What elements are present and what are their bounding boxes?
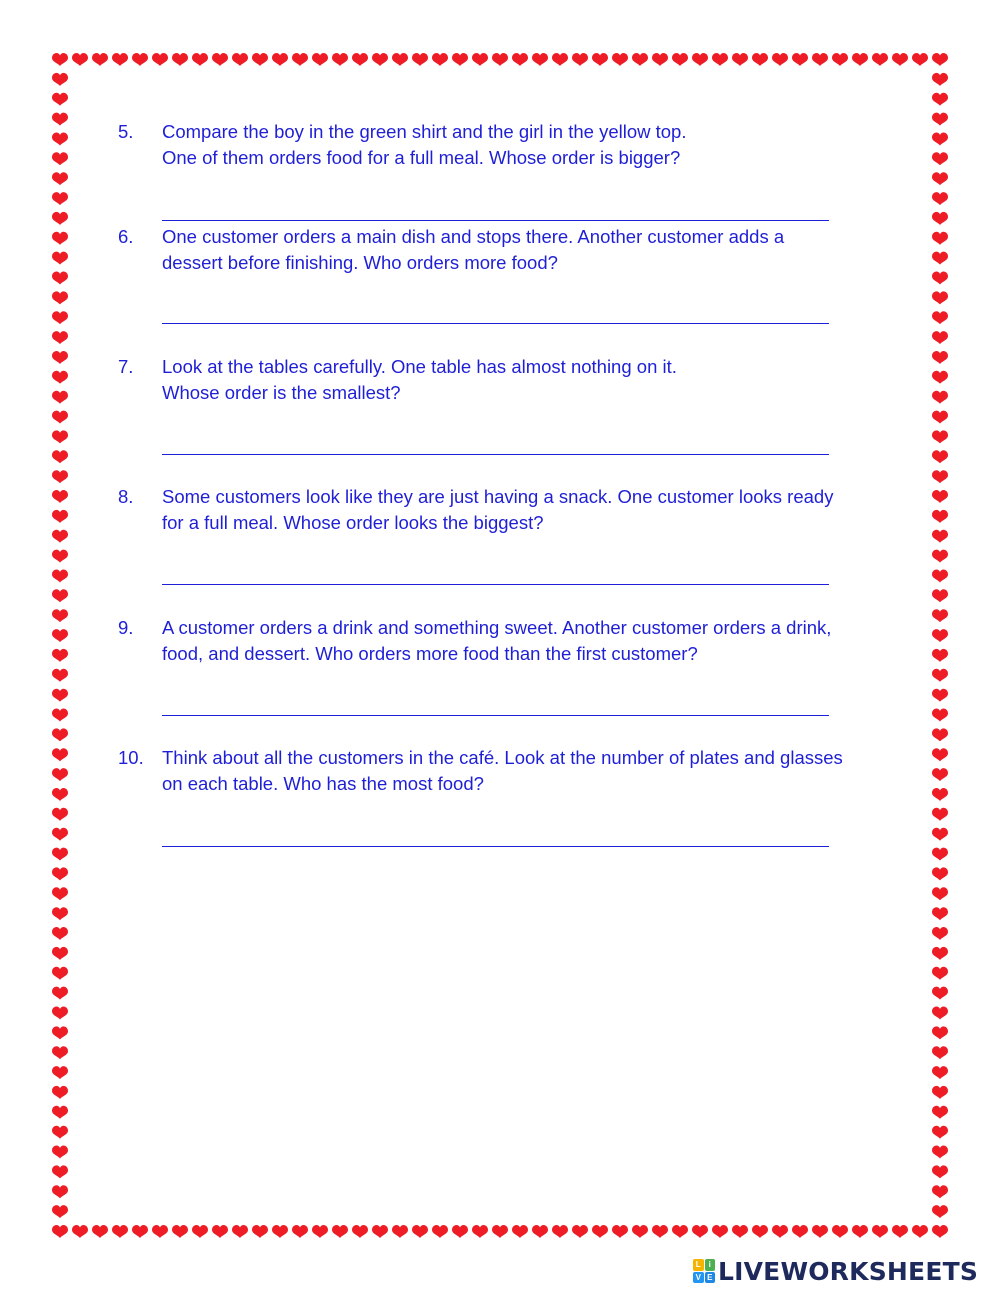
heart-icon xyxy=(932,609,948,622)
heart-icon xyxy=(592,1225,608,1238)
heart-icon xyxy=(52,1146,68,1159)
heart-icon xyxy=(852,1225,868,1238)
heart-icon xyxy=(52,1086,68,1099)
question-text-line: One customer orders a main dish and stops there. Another customer adds a xyxy=(162,226,785,247)
answer-field-6[interactable] xyxy=(162,301,829,324)
heart-icon xyxy=(732,1225,748,1238)
heart-icon xyxy=(52,172,68,185)
question-text-line: One of them orders food for a full meal. Whose order is bigger? xyxy=(162,147,681,168)
answer-field-8[interactable] xyxy=(162,562,829,585)
heart-icon xyxy=(52,689,68,702)
heart-icon xyxy=(52,609,68,622)
heart-icon xyxy=(52,927,68,940)
heart-icon xyxy=(52,808,68,821)
heart-icon xyxy=(52,848,68,861)
heart-icon xyxy=(152,1225,168,1238)
heart-icon xyxy=(932,967,948,980)
heart-icon xyxy=(52,510,68,523)
heart-icon xyxy=(172,53,188,66)
heart-icon xyxy=(52,1165,68,1178)
heart-icon xyxy=(112,53,128,66)
heart-icon xyxy=(52,987,68,1000)
question-text-line: Some customers look like they are just having a snack. One customer looks ready xyxy=(162,486,834,507)
heart-icon xyxy=(452,1225,468,1238)
heart-icon xyxy=(932,311,948,324)
heart-icon xyxy=(872,1225,888,1238)
heart-icon xyxy=(52,768,68,781)
logo-mark-tile: E xyxy=(705,1272,716,1284)
heart-icon xyxy=(652,1225,668,1238)
heart-icon xyxy=(932,669,948,682)
heart-icon xyxy=(932,709,948,722)
heart-icon xyxy=(732,53,748,66)
heart-icon xyxy=(252,53,268,66)
heart-icon xyxy=(52,709,68,722)
heart-icon xyxy=(892,1225,908,1238)
heart-icon xyxy=(932,589,948,602)
heart-icon xyxy=(52,490,68,503)
question-text-line: Look at the tables carefully. One table has almost nothing on it. xyxy=(162,356,677,377)
heart-icon xyxy=(932,907,948,920)
heart-icon xyxy=(52,748,68,761)
heart-icon xyxy=(52,530,68,543)
heart-icon xyxy=(672,1225,688,1238)
question-number: 5. xyxy=(118,121,134,142)
heart-icon xyxy=(52,93,68,106)
heart-icon xyxy=(52,828,68,841)
heart-icon xyxy=(932,1225,948,1238)
heart-icon xyxy=(52,589,68,602)
heart-icon xyxy=(52,351,68,364)
heart-icon xyxy=(852,53,868,66)
heart-icon xyxy=(52,1185,68,1198)
heart-icon xyxy=(932,212,948,225)
heart-icon xyxy=(932,490,948,503)
heart-icon xyxy=(652,53,668,66)
heart-icon xyxy=(912,1225,928,1238)
heart-icon xyxy=(52,291,68,304)
heart-icon xyxy=(452,53,468,66)
heart-icon xyxy=(932,192,948,205)
heart-icon xyxy=(112,1225,128,1238)
heart-icon xyxy=(932,987,948,1000)
heart-icon xyxy=(712,1225,728,1238)
heart-icon xyxy=(252,1225,268,1238)
heart-icon xyxy=(932,1066,948,1079)
heart-icon xyxy=(872,53,888,66)
heart-icon xyxy=(72,53,88,66)
heart-icon xyxy=(932,728,948,741)
question-number: 7. xyxy=(118,356,134,377)
heart-icon xyxy=(52,411,68,424)
heart-icon xyxy=(812,53,828,66)
heart-icon xyxy=(692,1225,708,1238)
heart-icon xyxy=(932,133,948,146)
heart-icon xyxy=(352,1225,368,1238)
answer-field-9[interactable] xyxy=(162,693,829,716)
heart-icon xyxy=(932,252,948,265)
heart-icon xyxy=(332,1225,348,1238)
heart-icon xyxy=(932,331,948,344)
heart-icon xyxy=(52,629,68,642)
heart-icon xyxy=(52,1126,68,1139)
heart-icon xyxy=(932,550,948,563)
liveworksheets-logo-icon xyxy=(693,1259,715,1283)
heart-icon xyxy=(932,1185,948,1198)
heart-icon xyxy=(932,848,948,861)
heart-icon xyxy=(132,1225,148,1238)
heart-icon xyxy=(52,649,68,662)
heart-icon xyxy=(52,53,68,66)
heart-icon xyxy=(932,1106,948,1119)
heart-icon xyxy=(832,53,848,66)
heart-icon xyxy=(52,1026,68,1039)
heart-icon xyxy=(52,867,68,880)
heart-icon xyxy=(372,53,388,66)
heart-icon xyxy=(352,53,368,66)
heart-icon xyxy=(392,1225,408,1238)
heart-icon xyxy=(932,172,948,185)
heart-icon xyxy=(272,1225,288,1238)
heart-icon xyxy=(232,53,248,66)
heart-icon xyxy=(572,1225,588,1238)
heart-icon xyxy=(532,53,548,66)
answer-field-5[interactable] xyxy=(162,198,829,221)
heart-icon xyxy=(52,133,68,146)
heart-icon xyxy=(52,1106,68,1119)
heart-icon xyxy=(932,450,948,463)
heart-icon xyxy=(932,788,948,801)
heart-icon xyxy=(52,728,68,741)
heart-icon xyxy=(892,53,908,66)
question-text-line: food, and dessert. Who orders more food than the first customer? xyxy=(162,643,698,664)
heart-icon xyxy=(52,1225,68,1238)
heart-icon xyxy=(212,53,228,66)
heart-icon xyxy=(772,53,788,66)
answer-field-7[interactable] xyxy=(162,432,829,455)
heart-icon xyxy=(52,450,68,463)
heart-icon xyxy=(932,272,948,285)
question-text-line: Think about all the customers in the café. Look at the number of plates and glasses xyxy=(162,747,843,768)
heart-icon xyxy=(692,53,708,66)
question-text-line: dessert before finishing. Who orders more food? xyxy=(162,252,558,273)
answer-field-10[interactable] xyxy=(162,824,829,847)
heart-icon xyxy=(932,113,948,126)
heart-icon xyxy=(512,53,528,66)
heart-icon xyxy=(52,73,68,86)
heart-icon xyxy=(52,152,68,165)
heart-icon xyxy=(932,93,948,106)
heart-icon xyxy=(212,1225,228,1238)
heart-icon xyxy=(772,1225,788,1238)
heart-icon xyxy=(52,252,68,265)
heart-icon xyxy=(932,828,948,841)
heart-icon xyxy=(932,808,948,821)
heart-icon xyxy=(632,53,648,66)
heart-icon xyxy=(52,470,68,483)
heart-icon xyxy=(52,1007,68,1020)
heart-icon xyxy=(52,113,68,126)
liveworksheets-logo xyxy=(693,1254,978,1288)
heart-icon xyxy=(52,947,68,960)
heart-icon xyxy=(712,53,728,66)
heart-icon xyxy=(932,629,948,642)
brand-name: LIVEWORKSHEETS xyxy=(718,1256,979,1286)
heart-icon xyxy=(272,53,288,66)
heart-icon xyxy=(932,947,948,960)
heart-icon xyxy=(932,649,948,662)
heart-icon xyxy=(932,887,948,900)
heart-icon xyxy=(472,53,488,66)
heart-icon xyxy=(52,788,68,801)
heart-icon xyxy=(432,1225,448,1238)
heart-icon xyxy=(52,1066,68,1079)
heart-icon xyxy=(592,53,608,66)
heart-icon xyxy=(932,1126,948,1139)
heart-icon xyxy=(192,1225,208,1238)
heart-icon xyxy=(52,570,68,583)
heart-icon xyxy=(52,331,68,344)
heart-icon xyxy=(932,53,948,66)
heart-icon xyxy=(752,1225,768,1238)
heart-icon xyxy=(472,1225,488,1238)
heart-icon xyxy=(392,53,408,66)
question-number: 9. xyxy=(118,617,134,638)
heart-icon xyxy=(932,768,948,781)
heart-icon xyxy=(932,570,948,583)
heart-icon xyxy=(372,1225,388,1238)
heart-icon xyxy=(932,510,948,523)
heart-icon xyxy=(932,1026,948,1039)
heart-icon xyxy=(172,1225,188,1238)
heart-icon xyxy=(932,391,948,404)
heart-icon xyxy=(572,53,588,66)
heart-icon xyxy=(932,1046,948,1059)
heart-icon xyxy=(932,867,948,880)
heart-icon xyxy=(552,1225,568,1238)
heart-icon xyxy=(52,232,68,245)
heart-icon xyxy=(932,748,948,761)
heart-icon xyxy=(932,927,948,940)
heart-icon xyxy=(932,1165,948,1178)
question-number: 6. xyxy=(118,226,134,247)
logo-mark-tile: L xyxy=(693,1259,704,1271)
heart-icon xyxy=(412,1225,428,1238)
heart-icon xyxy=(552,53,568,66)
heart-icon xyxy=(152,53,168,66)
heart-icon xyxy=(192,53,208,66)
heart-icon xyxy=(52,1205,68,1218)
heart-icon xyxy=(932,152,948,165)
heart-icon xyxy=(492,53,508,66)
heart-icon xyxy=(292,1225,308,1238)
heart-icon xyxy=(132,53,148,66)
heart-icon xyxy=(932,1205,948,1218)
heart-icon xyxy=(632,1225,648,1238)
heart-icon xyxy=(292,53,308,66)
heart-icon xyxy=(912,53,928,66)
heart-icon xyxy=(932,1086,948,1099)
heart-icon xyxy=(612,53,628,66)
heart-icon xyxy=(932,470,948,483)
heart-icon xyxy=(932,371,948,384)
heart-icon xyxy=(412,53,428,66)
heart-icon xyxy=(932,351,948,364)
heart-icon xyxy=(792,53,808,66)
heart-icon xyxy=(52,192,68,205)
heart-icon xyxy=(832,1225,848,1238)
heart-icon xyxy=(932,1007,948,1020)
heart-icon xyxy=(312,53,328,66)
heart-icon xyxy=(52,907,68,920)
heart-icon xyxy=(52,550,68,563)
heart-icon xyxy=(932,1146,948,1159)
heart-icon xyxy=(612,1225,628,1238)
heart-icon xyxy=(932,232,948,245)
question-text-line: Whose order is the smallest? xyxy=(162,382,401,403)
heart-icon xyxy=(52,887,68,900)
heart-icon xyxy=(52,371,68,384)
heart-icon xyxy=(932,411,948,424)
heart-icon xyxy=(312,1225,328,1238)
logo-mark-tile: i xyxy=(705,1259,716,1271)
heart-icon xyxy=(52,1046,68,1059)
heart-icon xyxy=(672,53,688,66)
heart-icon xyxy=(52,272,68,285)
heart-icon xyxy=(52,391,68,404)
question-text-line: Compare the boy in the green shirt and the girl in the yellow top. xyxy=(162,121,687,142)
heart-icon xyxy=(512,1225,528,1238)
heart-icon xyxy=(232,1225,248,1238)
heart-icon xyxy=(332,53,348,66)
heart-icon xyxy=(752,53,768,66)
heart-icon xyxy=(52,212,68,225)
heart-icon xyxy=(932,530,948,543)
heart-icon xyxy=(932,430,948,443)
heart-icon xyxy=(792,1225,808,1238)
heart-icon xyxy=(532,1225,548,1238)
heart-icon xyxy=(492,1225,508,1238)
question-text-line: for a full meal. Whose order looks the biggest? xyxy=(162,512,544,533)
question-number: 8. xyxy=(118,486,134,507)
question-text-line: on each table. Who has the most food? xyxy=(162,773,484,794)
heart-icon xyxy=(432,53,448,66)
logo-mark-tile: V xyxy=(693,1272,704,1284)
heart-icon xyxy=(932,73,948,86)
question-number: 10. xyxy=(118,747,144,768)
heart-icon xyxy=(812,1225,828,1238)
heart-icon xyxy=(92,1225,108,1238)
question-text-line: A customer orders a drink and something sweet. Another customer orders a drink, xyxy=(162,617,832,638)
heart-icon xyxy=(52,311,68,324)
heart-icon xyxy=(52,967,68,980)
heart-icon xyxy=(932,291,948,304)
heart-icon xyxy=(932,689,948,702)
heart-icon xyxy=(72,1225,88,1238)
heart-icon xyxy=(92,53,108,66)
heart-icon xyxy=(52,669,68,682)
heart-icon xyxy=(52,430,68,443)
